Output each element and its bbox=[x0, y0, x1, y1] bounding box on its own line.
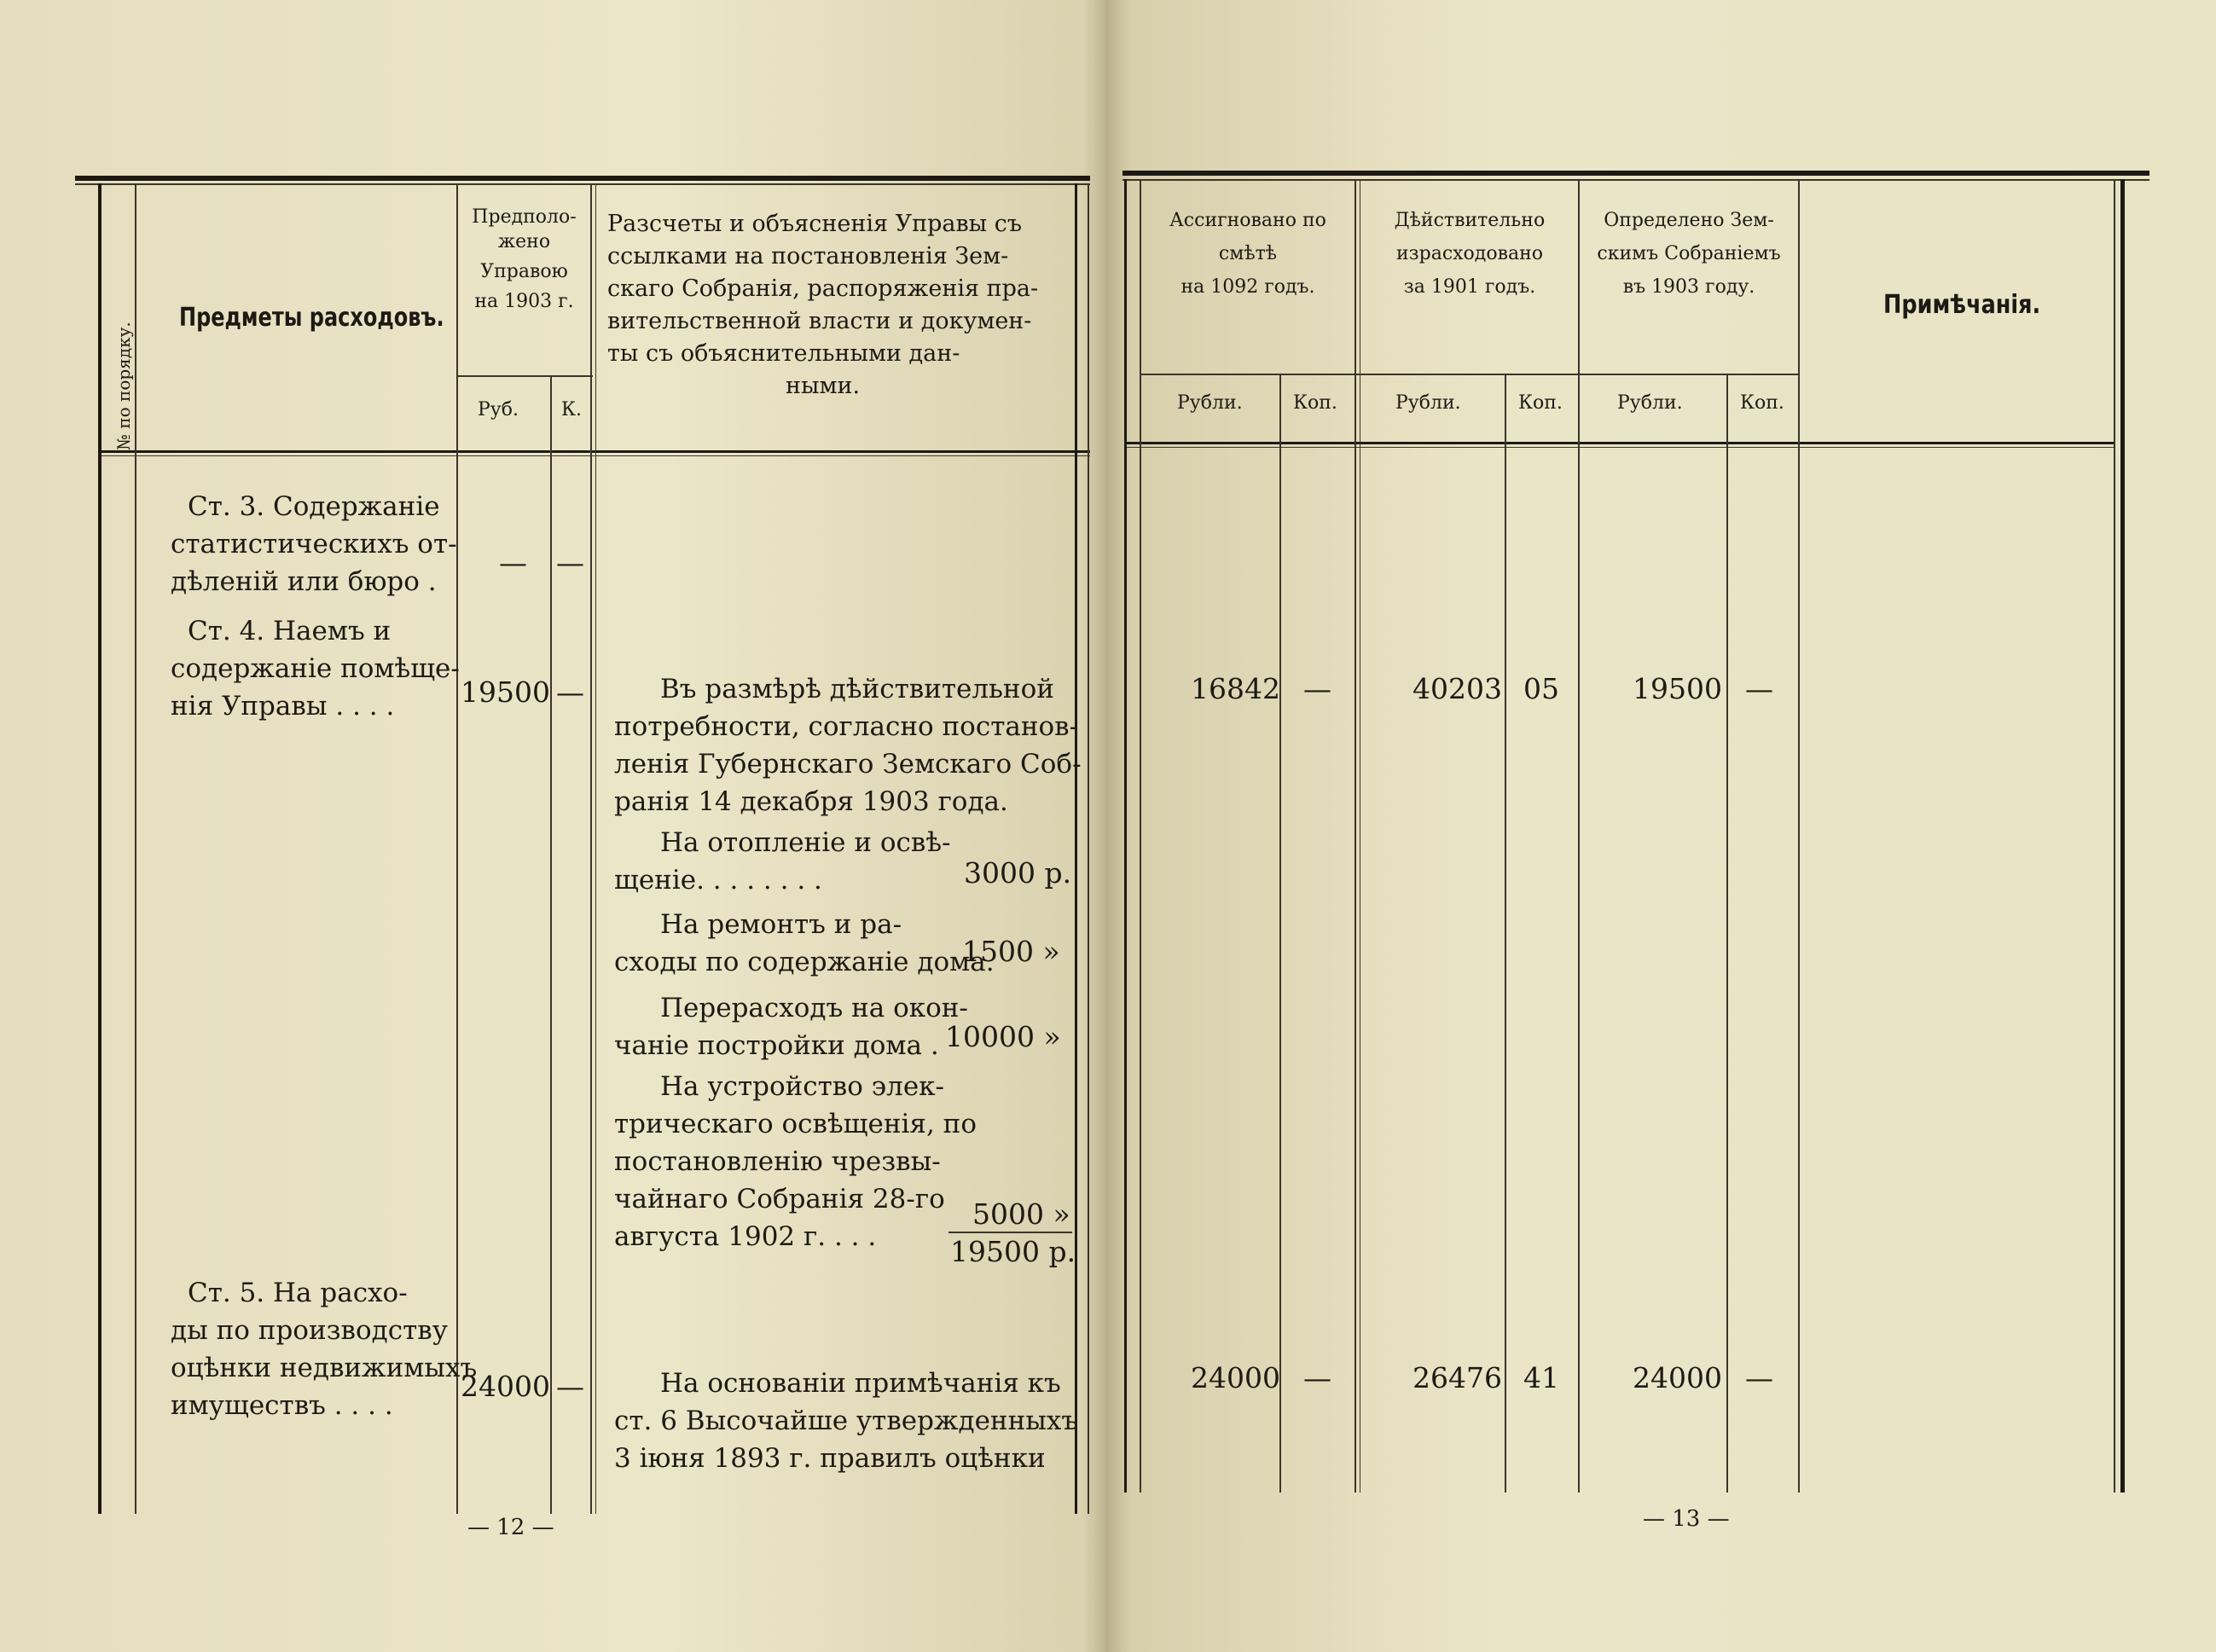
row4-actual-kop: 05 bbox=[1523, 672, 1559, 705]
left-subheader-rule bbox=[456, 375, 593, 377]
explanation-repair: На ремонтъ и ра- сходы по содержаніе дома. bbox=[614, 909, 995, 977]
determined-kop-header: Коп. bbox=[1740, 392, 1784, 414]
row5-actual-rub: 26476 bbox=[1413, 1361, 1502, 1394]
row5-determined-rub: 24000 bbox=[1633, 1361, 1722, 1394]
proposed-header: Предполо- жено Управою на 1903 г. bbox=[472, 206, 577, 312]
assigned-kop-header: Коп. bbox=[1293, 392, 1337, 414]
explanation-total: 19500 р. bbox=[950, 1235, 1076, 1268]
row4-actual-rub: 40203 bbox=[1413, 672, 1502, 705]
actual-kop-header: Коп. bbox=[1518, 392, 1563, 414]
assigned-rub-header: Рубли. bbox=[1177, 392, 1243, 414]
row4-assigned-rub: 16842 bbox=[1191, 672, 1280, 705]
right-left-border bbox=[1124, 179, 1127, 1493]
sum-rule bbox=[948, 1232, 1072, 1233]
right-right-border bbox=[2120, 179, 2125, 1493]
right-header-bottom-rule-thin bbox=[1126, 447, 2115, 448]
col-determined-right bbox=[1798, 179, 1800, 1493]
proposed-kop-header: К. bbox=[561, 399, 583, 420]
electric-sum: 5000 » bbox=[972, 1197, 1070, 1231]
determined-header: Определено Зем- скимъ Собраніемъ въ 1903 году. bbox=[1597, 210, 1781, 298]
left-header-bottom-rule-thin bbox=[98, 455, 1090, 456]
page-number-left: — 12 — bbox=[467, 1515, 554, 1540]
right-top-rule-thin bbox=[1123, 179, 2149, 181]
right-header-bottom-rule bbox=[1126, 442, 2115, 444]
explanation-article-5: На основаніи примѣчанія къ ст. 6 Высочайше утвержденныхъ 3 іюня 1893 г. правилъ оцѣнки bbox=[614, 1368, 1079, 1474]
col-notes-right bbox=[2114, 179, 2115, 1493]
article-4-proposed: 19500 bbox=[461, 675, 550, 709]
actual-header: Дѣйствительно израсходовано за 1901 годъ. bbox=[1394, 210, 1546, 298]
article-3-proposed-dash: — bbox=[499, 546, 527, 579]
assigned-header: Ассигновано по смѣтѣ на 1092 годъ. bbox=[1169, 210, 1326, 298]
explanation-electric: На устройство элек- трическаго освѣщенія, по постановленію чрезвы- чайнаго Собранія 28-го августа 1902 г. . . . bbox=[614, 1071, 977, 1252]
article-3-proposed-kop-dash: — bbox=[556, 546, 584, 579]
article-5-proposed-kop: — bbox=[556, 1370, 584, 1403]
row4-assigned-kop: — bbox=[1303, 672, 1331, 705]
col-actual-kop bbox=[1505, 375, 1506, 1493]
right-subheader-rule bbox=[1141, 374, 1800, 375]
left-right-border bbox=[1075, 183, 1077, 1514]
article-4-proposed-kop: — bbox=[556, 675, 584, 709]
left-top-rule-thin bbox=[75, 183, 1090, 185]
col-proposed-right2 bbox=[595, 183, 596, 1514]
right-top-rule bbox=[1123, 171, 2149, 176]
items-header: Предметы расходовъ. bbox=[179, 303, 444, 333]
article-5-proposed: 24000 bbox=[461, 1370, 550, 1403]
col-proposed-kop bbox=[550, 377, 552, 1514]
row4-determined-kop: — bbox=[1745, 672, 1773, 705]
explanation-intro: Въ размѣрѣ дѣйствительной потребности, согласно постанов- ленія Губернскаго Земскаго Соб- ранія 14 декабря 1903 года. bbox=[614, 674, 1082, 817]
heating-sum: 3000 р. bbox=[964, 856, 1072, 890]
col-determined-kop bbox=[1726, 375, 1728, 1493]
left-header-bottom-rule bbox=[98, 450, 1090, 453]
row5-actual-kop: 41 bbox=[1523, 1361, 1559, 1394]
row5-assigned-kop: — bbox=[1303, 1361, 1331, 1394]
repair-sum: 1500 » bbox=[962, 935, 1060, 968]
article-5: Ст. 5. На расхо- ды по производству оцѣнки недвижимыхъ имуществъ . . . . bbox=[171, 1278, 478, 1421]
left-top-rule bbox=[75, 176, 1090, 181]
explanation-heating: На отопленіе и освѣ- щеніе. . . . . . . . bbox=[614, 827, 951, 896]
row5-determined-kop: — bbox=[1745, 1361, 1773, 1394]
notes-header: Примѣчанія. bbox=[1883, 290, 2041, 320]
col-actual-right bbox=[1578, 179, 1580, 1493]
article-4: Ст. 4. Наемъ и содержаніе помѣще- нія Управы . . . . bbox=[171, 616, 460, 722]
row4-determined-rub: 19500 bbox=[1633, 672, 1722, 705]
left-right-border-2 bbox=[1088, 183, 1089, 1514]
col-assigned-kop bbox=[1279, 375, 1281, 1493]
explanation-overrun: Перерасходъ на окон- чаніе постройки дома . bbox=[614, 993, 968, 1061]
row5-assigned-rub: 24000 bbox=[1191, 1361, 1280, 1394]
explanations-header: Разсчеты и объясненія Управы съ ссылками на постановленія Зем- скаго Собранія, распоряженія пра- вительственной власти и докумен- ты съ объяснительными дан- ными. bbox=[607, 211, 1039, 399]
determined-rub-header: Рубли. bbox=[1617, 392, 1683, 414]
right-left-border-2 bbox=[1140, 179, 1141, 1493]
col-proposed-right bbox=[590, 183, 592, 1514]
order-no-header: № по порядку. bbox=[113, 322, 134, 450]
page-number-right: — 13 — bbox=[1643, 1506, 1730, 1532]
left-border-inner bbox=[135, 183, 136, 1514]
article-3: Ст. 3. Содержаніе статистическихъ от- дѣленій или бюро . bbox=[171, 491, 457, 597]
actual-rub-header: Рубли. bbox=[1395, 392, 1461, 414]
col-assigned-right bbox=[1355, 179, 1356, 1493]
proposed-rub-header: Руб. bbox=[478, 399, 519, 420]
left-border bbox=[98, 183, 102, 1514]
overrun-sum: 10000 » bbox=[945, 1020, 1061, 1053]
